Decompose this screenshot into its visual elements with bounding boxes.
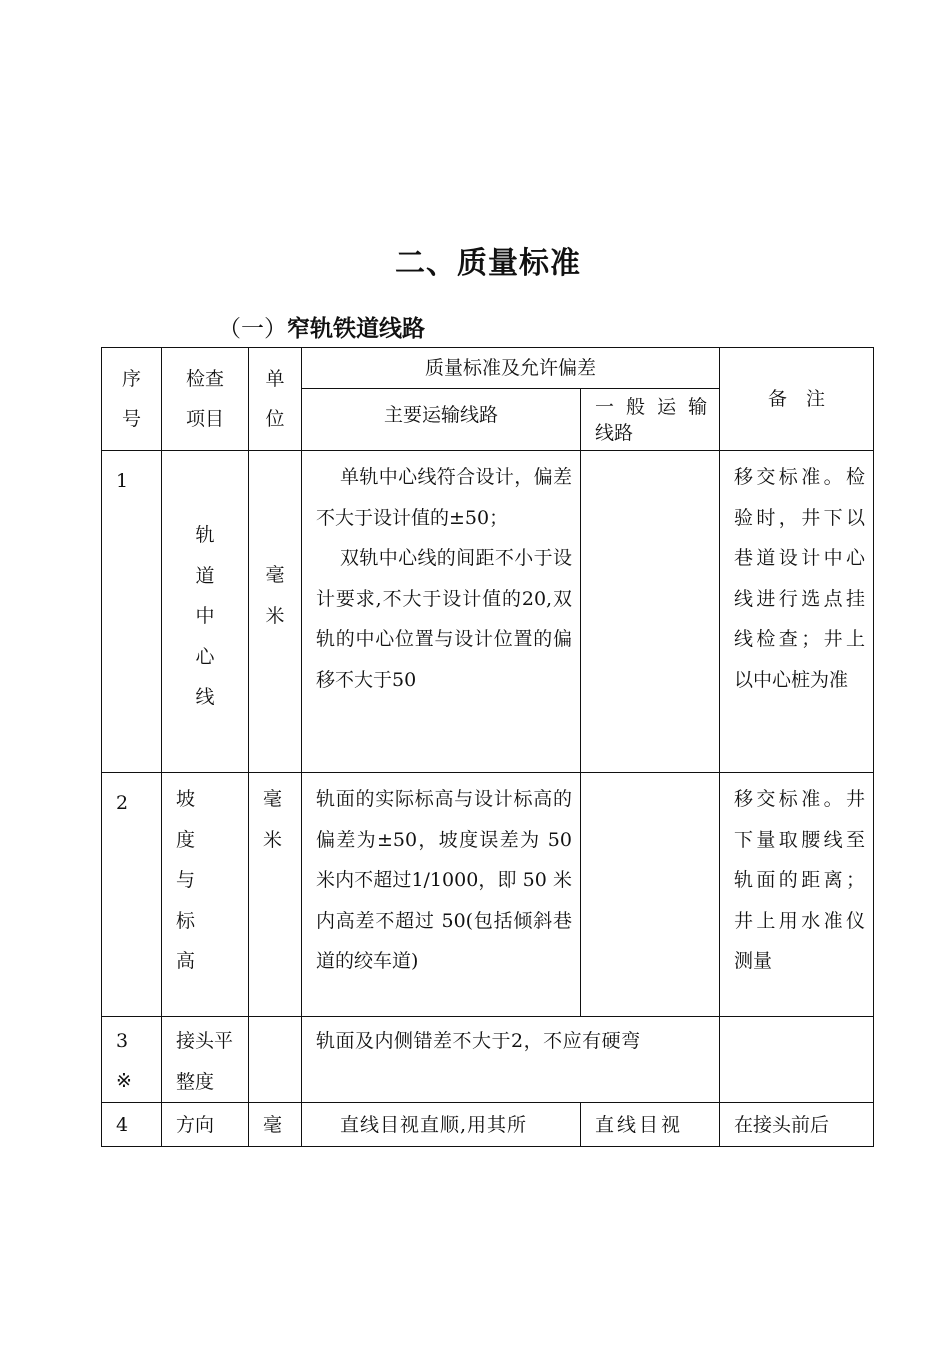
row-4-item: 方向 — [162, 1103, 249, 1147]
table-header-row — [102, 348, 874, 389]
row-3-main: 轨面及内侧错差不大于2，不应有硬弯 — [302, 1017, 720, 1103]
row-1-main: 单轨中心线符合设计，偏差不大于设计值的±50； 双轨中心线的间距不小于设计要求,不大于设计值的20,双轨的中心位置与设计位置的偏移不大于50 — [302, 451, 581, 773]
row-2-remark: 移交标准。井下量取腰线至轨面的距离；井上用水准仪测量 — [720, 773, 874, 1017]
row-2-unit: 毫 米 — [249, 773, 302, 1017]
header-unit: 单 位 — [249, 348, 302, 451]
table-row — [102, 451, 874, 773]
table-row — [102, 773, 874, 1017]
row-3-item: 接头平 整度 — [162, 1017, 249, 1103]
quality-standard-table — [101, 347, 874, 1147]
row-1-unit: 毫 米 — [249, 451, 302, 773]
row-3-remark — [720, 1017, 874, 1103]
row-1-general — [581, 451, 720, 773]
row-2-main: 轨面的实际标高与设计标高的偏差为±50，坡度误差为 50 米内不超过1/1000，即 50 米内高差不超过 50(包括倾斜巷道的绞车道) — [302, 773, 581, 1017]
row-4-general: 直线目视 — [581, 1103, 720, 1147]
row-4-remark: 在接头前后 — [720, 1103, 874, 1147]
table-row — [102, 1017, 874, 1103]
row-2-no: 2 — [102, 773, 162, 1017]
row-1-remark: 移交标准。检验时，井下以巷道设计中心线进行选点挂线检查；井上以中心桩为准 — [720, 451, 874, 773]
subtitle-text: 窄轨铁道线路 — [287, 316, 425, 342]
row-1-item: 轨 道 中 心 线 — [162, 451, 249, 773]
row-4-main: 直线目视直顺,用其所 — [302, 1103, 581, 1147]
row-2-general — [581, 773, 720, 1017]
subtitle-paren: （一） — [218, 316, 287, 342]
header-quality: 质量标准及允许偏差 — [302, 348, 720, 389]
row-1-no: 1 — [102, 451, 162, 773]
header-item: 检查 项目 — [162, 348, 249, 451]
row-3-no: 3 ※ — [102, 1017, 162, 1103]
row-4-no: 4 — [102, 1103, 162, 1147]
header-remark: 备 注 — [720, 348, 874, 451]
row-4-unit: 毫 — [249, 1103, 302, 1147]
header-seq: 序 号 — [102, 348, 162, 451]
section-subtitle — [218, 310, 425, 343]
header-main-line: 主要运输线路 — [302, 389, 581, 451]
table-row — [102, 1103, 874, 1147]
row-3-unit — [249, 1017, 302, 1103]
page-title: 二、质量标准 — [395, 246, 581, 281]
row-2-item: 坡 度 与 标 高 — [162, 773, 249, 1017]
header-general-line: 一 般 运 输 线路 — [581, 389, 720, 451]
